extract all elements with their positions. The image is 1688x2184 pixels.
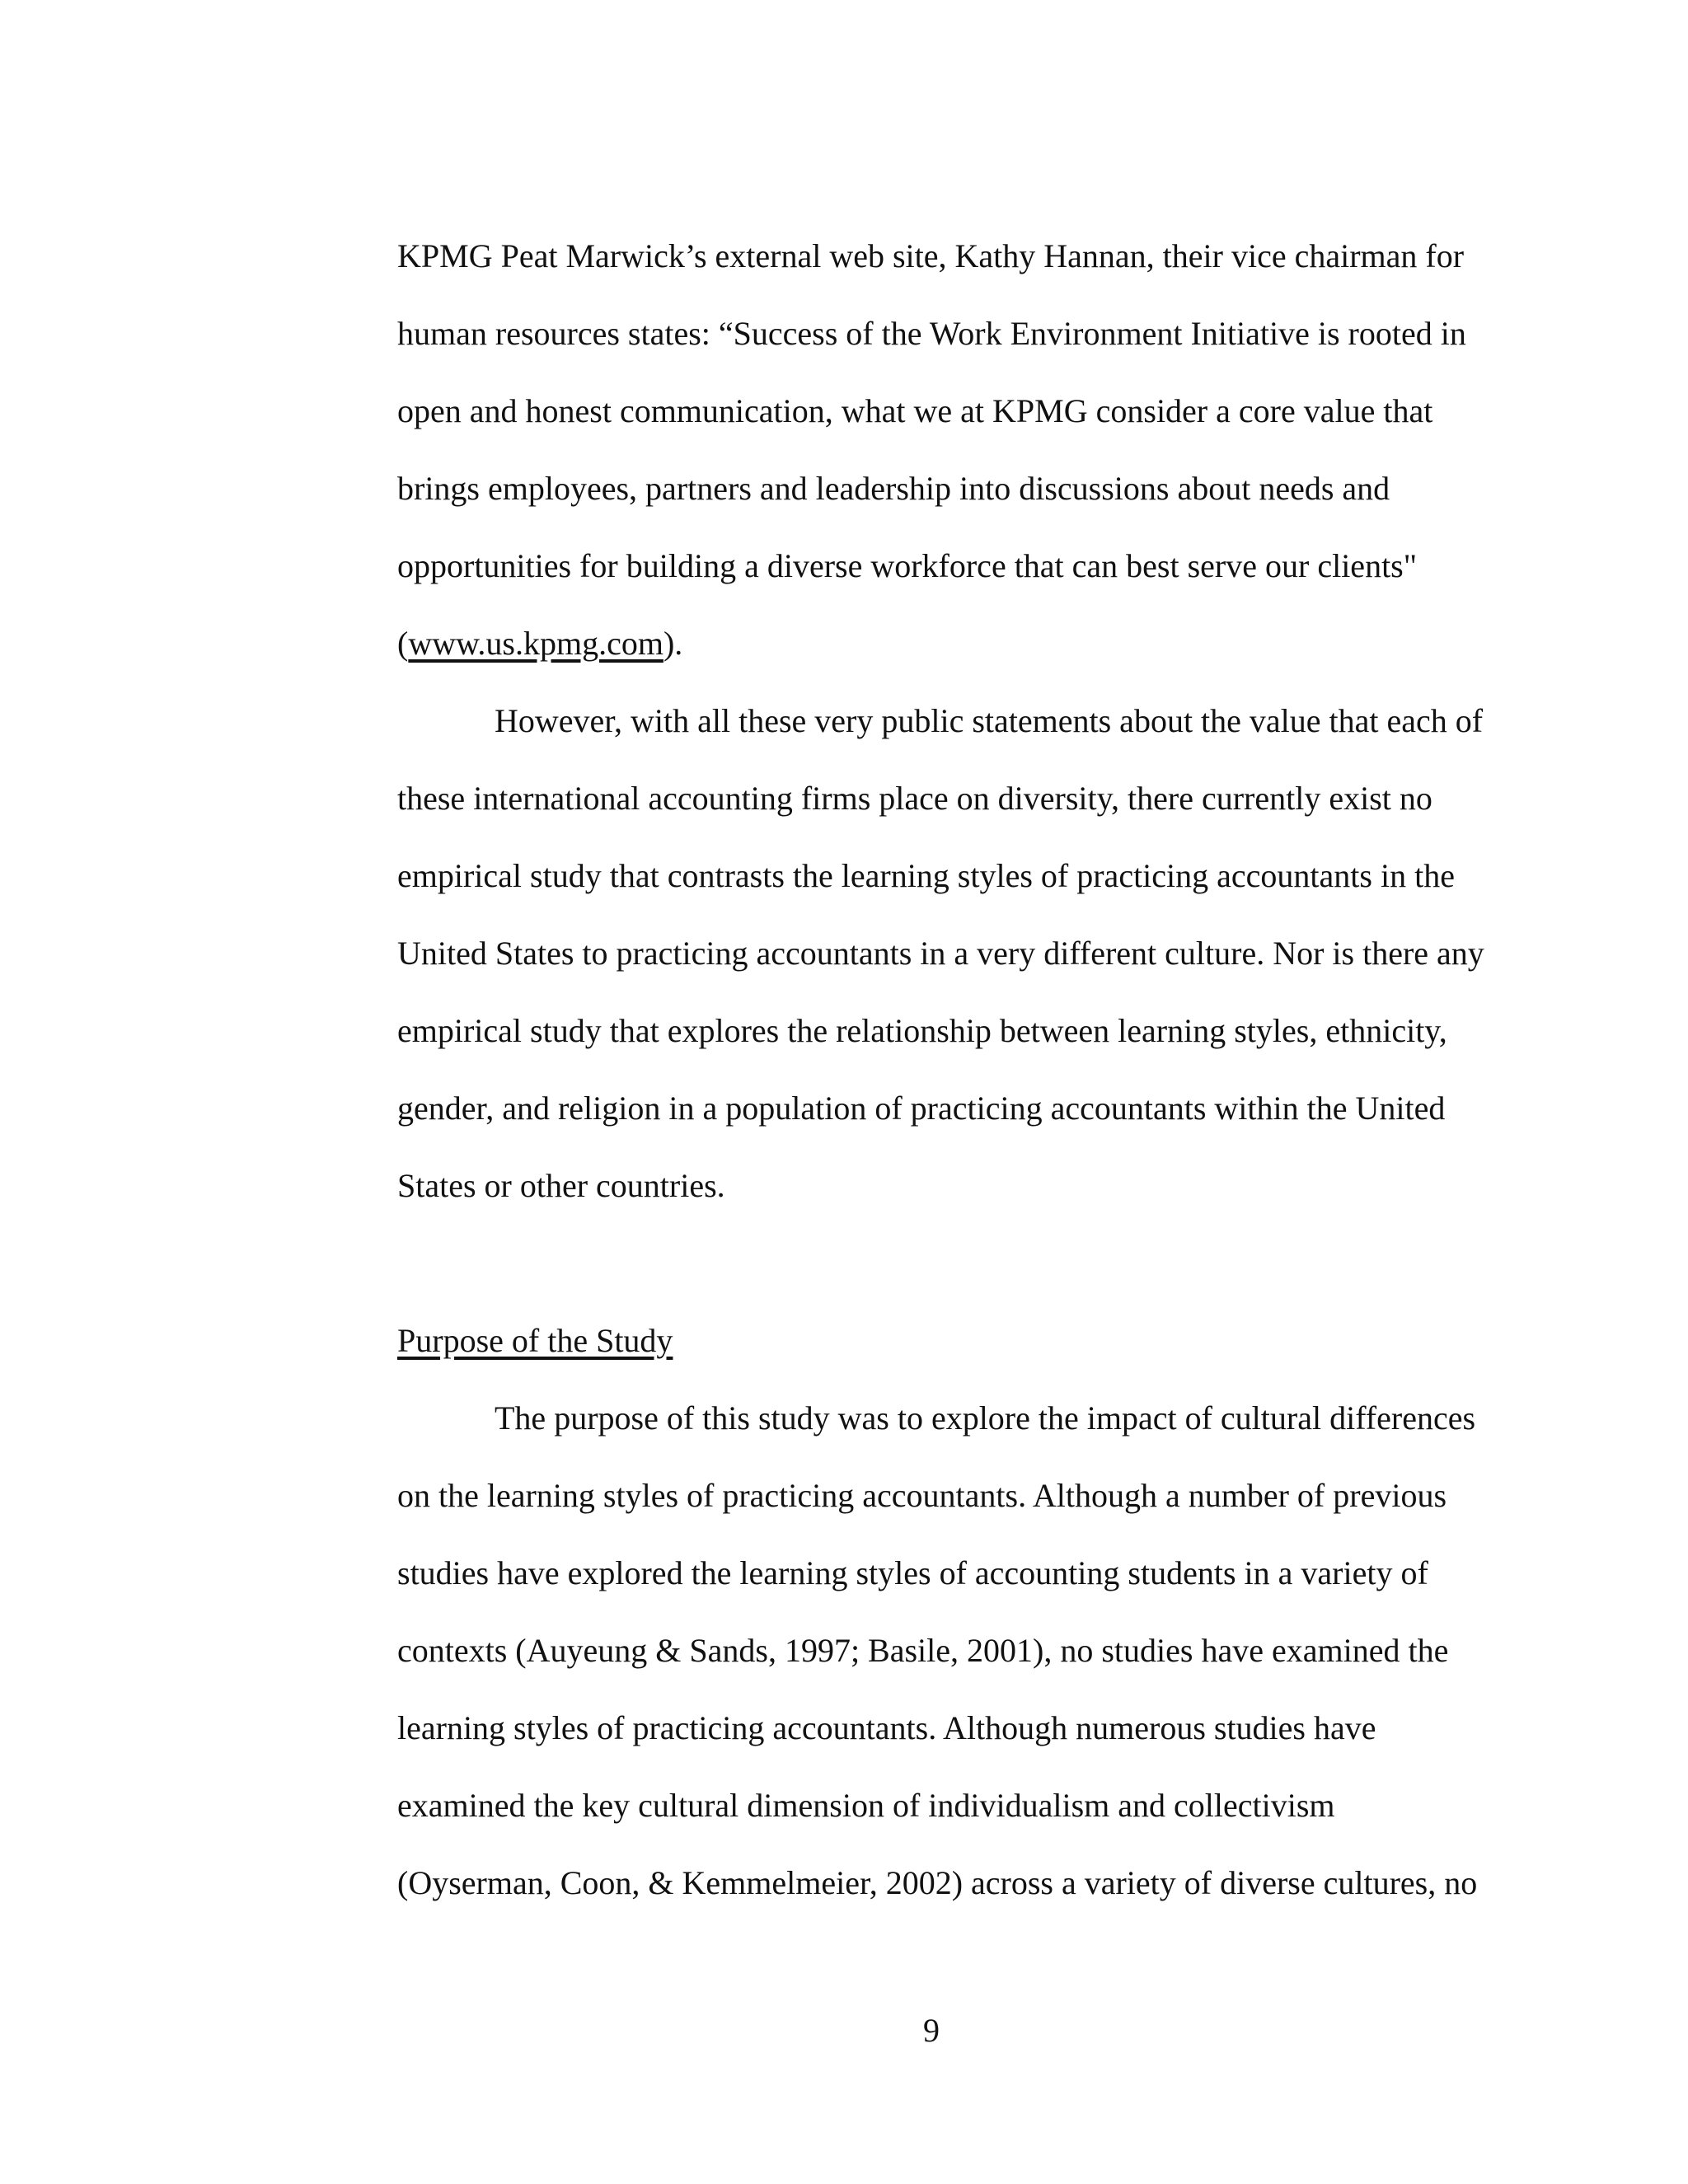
paren-close: ). xyxy=(663,625,683,662)
kpmg-website-link[interactable]: www.us.kpmg.com xyxy=(408,625,663,662)
paragraph-kpmg-quote-text: KPMG Peat Marwick’s external web site, Kathy Hannan, their vice chairman for human resources states: “Success of the Work Environment Initiative is rooted in open and honest communication, what we at KPMG consider a core value that brings employees, partners and leadership into discussions about needs and opportunities for building a diverse workforce that can best serve our clients" xyxy=(397,237,1466,584)
paren-open: ( xyxy=(397,625,409,662)
section-heading-text: Purpose of the Study xyxy=(397,1322,673,1359)
page-number: 9 xyxy=(923,2012,940,2049)
paragraph-no-empirical-study: However, with all these very public statements about the value that each of these international accounting firms place on diversity, there currently exist no empirical study that contrasts the learning styles of practicing accountants in the United States to practicing accountants in a very different culture. Nor is there any empirical study that explores the relationship between learning styles, ethnicity, gender, and religion in a population of practicing accountants within the United States or other countries. xyxy=(397,702,1484,1204)
paragraph-purpose: The purpose of this study was to explore the impact of cultural differences on the learning styles of practicing accountants. Although a number of previous studies have explored the learning styles of accounting students in a variety of contexts (Auyeung & Sands, 1997; Basile, 2001), no studies have examined the learning styles of practicing accountants. Although numerous studies have examined the key cultural dimension of individualism and collectivism (Oyserman, Coon, & Kemmelmeier, 2002) across a variety of diverse cultures, no xyxy=(397,1399,1478,1901)
